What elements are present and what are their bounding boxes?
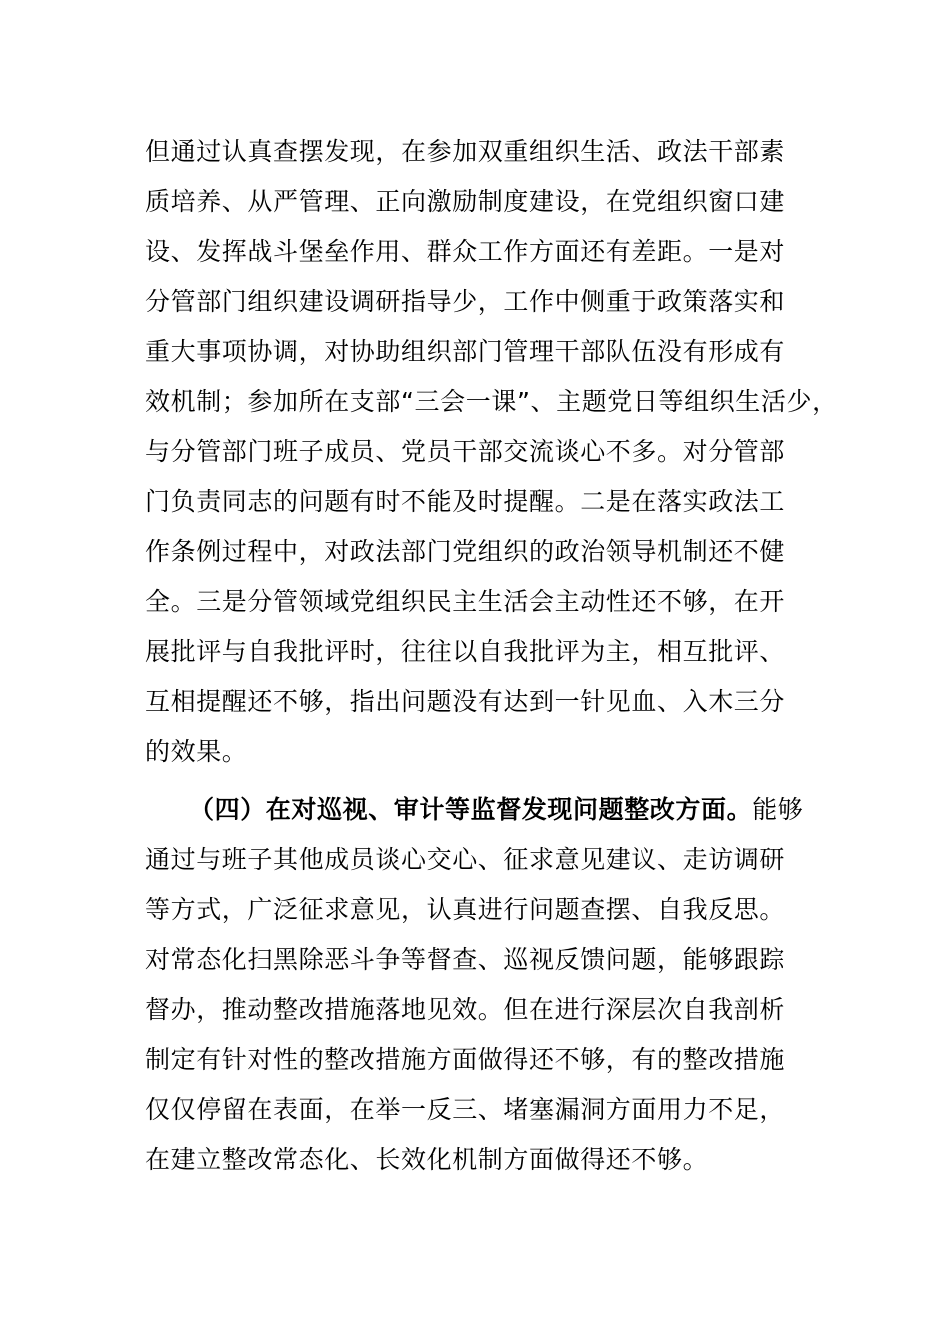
text-line: 质培养、从严管理、正向激励制度建设，在党组织窗口建 — [145, 187, 786, 216]
heading-line-continuation: 能够 — [752, 795, 804, 824]
paragraph-shortcomings — [145, 127, 838, 777]
text-line: 效机制；参加所在支部“三会一课”、主题党日等组织生活少， — [145, 387, 838, 416]
text-line: 互相提醒还不够，指出问题没有达到一针见血、入木三分 — [145, 687, 786, 716]
text-line: 门负责同志的问题有时不能及时提醒。二是在落实政法工 — [145, 487, 786, 516]
text-line: 重大事项协调，对协助组织部门管理干部队伍没有形成有 — [145, 337, 786, 366]
text-line: 展批评与自我批评时，往往以自我批评为主，相互批评、 — [145, 637, 786, 666]
text-line: 作条例过程中，对政法部门党组织的政治领导机制还不健 — [145, 537, 786, 566]
text-line: 制定有针对性的整改措施方面做得还不够，有的整改措施 — [145, 1045, 786, 1074]
section-heading-line — [145, 785, 825, 835]
text-line: 全。三是分管领域党组织民主生活会主动性还不够，在开 — [145, 587, 786, 616]
text-line: 督办，推动整改措施落地见效。但在进行深层次自我剖析 — [145, 995, 786, 1024]
text-line: 设、发挥战斗堡垒作用、群众工作方面还有差距。一是对 — [145, 237, 786, 266]
text-line: 对常态化扫黑除恶斗争等督查、巡视反馈问题，能够跟踪 — [145, 945, 786, 974]
paragraph-rectification — [145, 785, 825, 1185]
section-heading: （四）在对巡视、审计等监督发现问题整改方面。 — [189, 795, 753, 824]
text-line: 等方式，广泛征求意见，认真进行问题查摆、自我反思。 — [145, 895, 786, 924]
text-line: 的效果。 — [145, 737, 248, 766]
text-line: 与分管部门班子成员、党员干部交流谈心不多。对分管部 — [145, 437, 786, 466]
text-line: 但通过认真查摆发现，在参加双重组织生活、政法干部素 — [145, 137, 786, 166]
text-line: 在建立整改常态化、长效化机制方面做得还不够。 — [145, 1145, 709, 1174]
text-line: 分管部门组织建设调研指导少，工作中侧重于政策落实和 — [145, 287, 786, 316]
text-line: 通过与班子其他成员谈心交心、征求意见建议、走访调研 — [145, 845, 786, 874]
text-line: 仅仅停留在表面，在举一反三、堵塞漏洞方面用力不足， — [145, 1095, 786, 1124]
